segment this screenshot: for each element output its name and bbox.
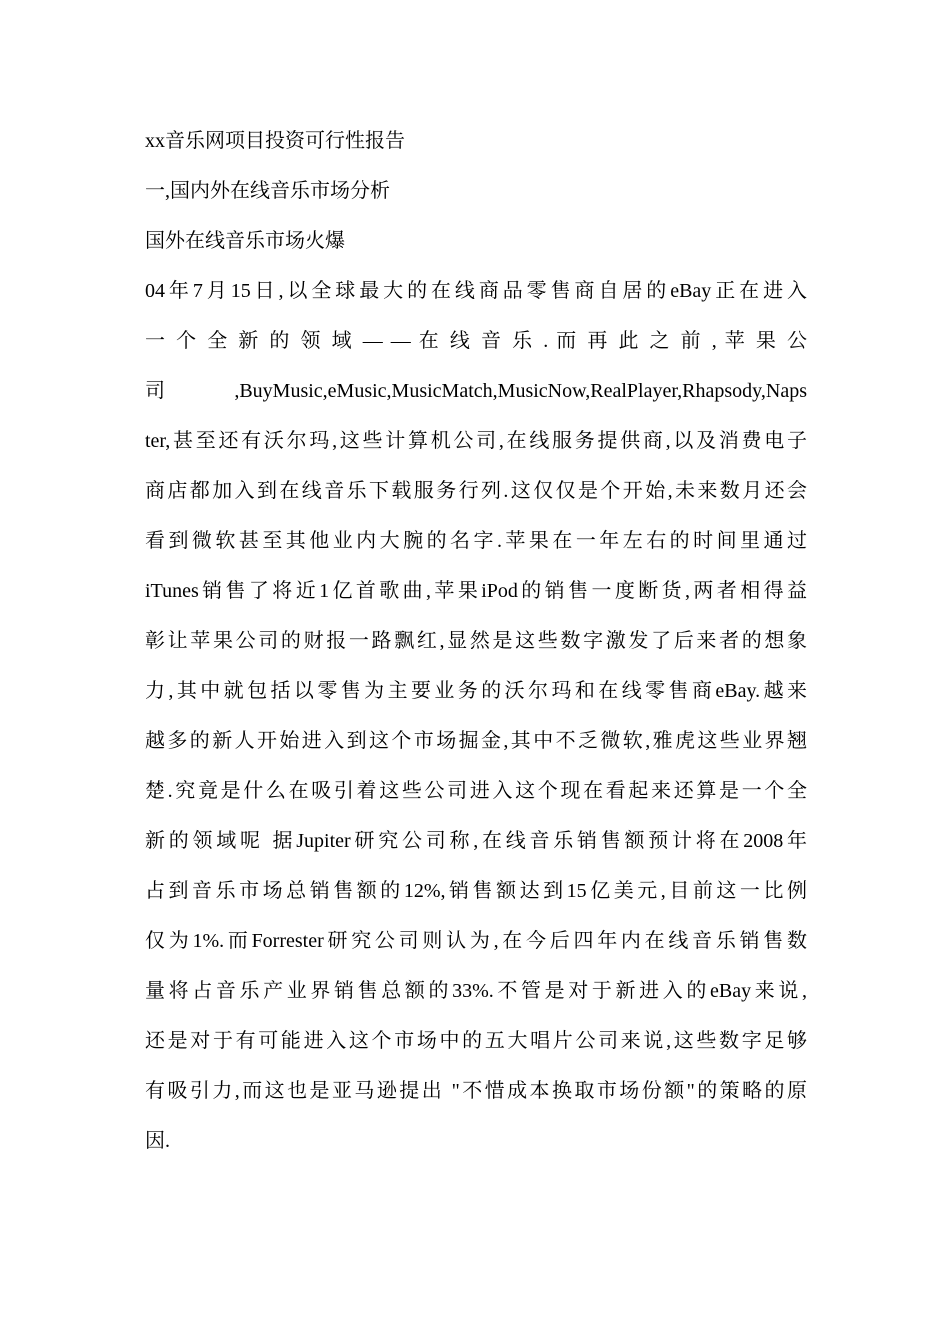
paragraph-line: 楚.究竟是什么在吸引着这些公司进入这个现在看起来还算是一个全	[145, 780, 807, 802]
document-page	[145, 116, 807, 1166]
document-title: xx音乐网项目投资可行性报告	[145, 130, 405, 152]
paragraph	[145, 266, 807, 1166]
paragraph-line: 04年7月15日,以全球最大的在线商品零售商自居的eBay正在进入	[145, 280, 807, 302]
paragraph-line: 因.	[145, 1130, 170, 1152]
paragraph-line: iTunes销售了将近1亿首歌曲,苹果iPod的销售一度断货,两者相得益	[145, 580, 807, 602]
paragraph-line: 力,其中就包括以零售为主要业务的沃尔玛和在线零售商eBay.越来	[145, 680, 807, 702]
paragraph-line: ter,甚至还有沃尔玛,这些计算机公司,在线服务提供商,以及消费电子	[145, 430, 807, 452]
paragraph-line: 有吸引力,而这也是亚马逊提出 "不惜成本换取市场份额"的策略的原	[145, 1080, 807, 1102]
subheading: 国外在线音乐市场火爆	[145, 230, 345, 252]
paragraph-line: 占到音乐市场总销售额的12%,销售额达到15亿美元,目前这一比例	[145, 880, 807, 902]
paragraph-line: 一 个 全 新 的 领 域 — — 在 线 音 乐 . 而 再 此 之 前 , 苹 果 公	[145, 330, 807, 352]
paragraph-line: 新的领域呢 据Jupiter研究公司称,在线音乐销售额预计将在2008年	[145, 830, 807, 852]
paragraph-line: 司,BuyMusic,eMusic,MusicMatch,MusicNow,RealPlayer,Rhapsody,Naps	[145, 380, 807, 402]
paragraph-line: 看到微软甚至其他业内大腕的名字.苹果在一年左右的时间里通过	[145, 530, 807, 552]
paragraph-line: 商店都加入到在线音乐下载服务行列.这仅仅是个开始,未来数月还会	[145, 480, 807, 502]
section-heading: 一,国内外在线音乐市场分析	[145, 180, 390, 202]
paragraph-line: 量将占音乐产业界销售总额的33%.不管是对于新进入的eBay来说,	[145, 980, 807, 1002]
paragraph-line: 仅为1%.而Forrester研究公司则认为,在今后四年内在线音乐销售数	[145, 930, 807, 952]
paragraph-line: 彰让苹果公司的财报一路飘红,显然是这些数字激发了后来者的想象	[145, 630, 807, 652]
paragraph-line: 越多的新人开始进入到这个市场掘金,其中不乏微软,雅虎这些业界翘	[145, 730, 807, 752]
paragraph-line: 还是对于有可能进入这个市场中的五大唱片公司来说,这些数字足够	[145, 1030, 807, 1052]
